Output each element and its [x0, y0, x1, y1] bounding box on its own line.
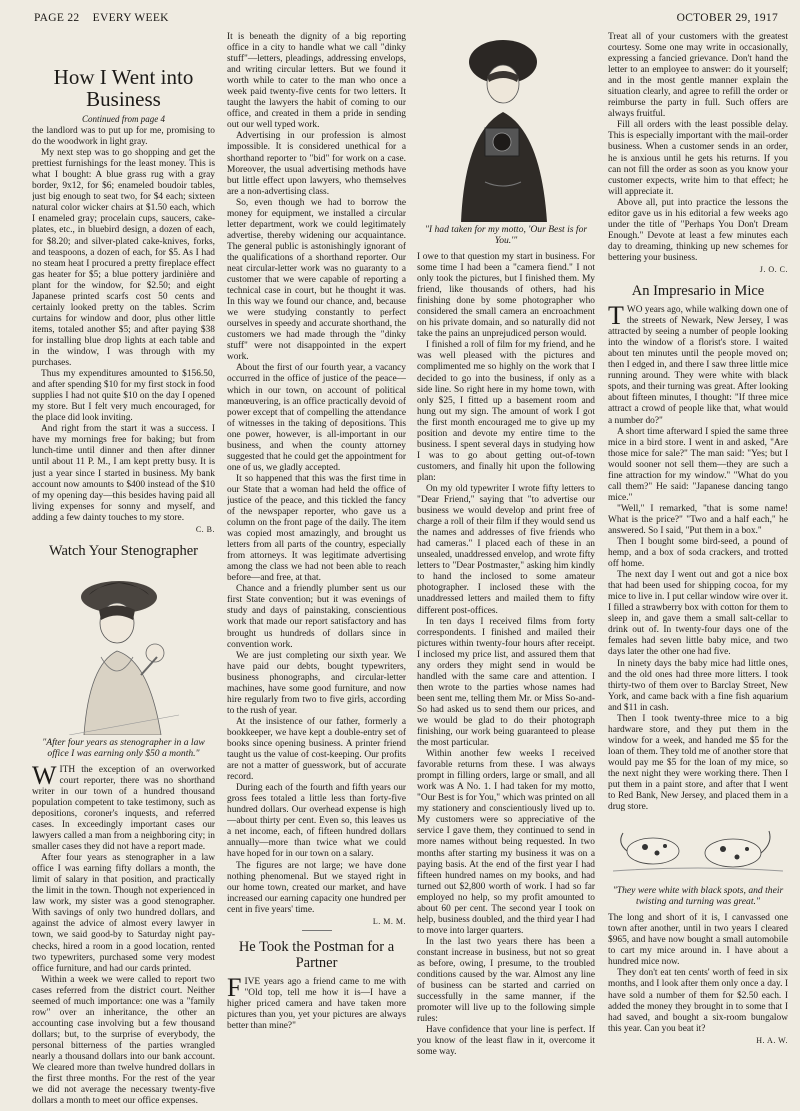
article4-para: A short time afterward I spied the same three mice in a bird store. I went in and asked, "Are those mice for sale?" The man said: "Yes; but I would sooner not sell them—they are such a fine attraction for my window." "What do you call them?" He said: "Japanese dancing tango mice." [608, 426, 788, 503]
article1-para: Thus my expenditures amounted to $156.50, and after spending $10 for my first stock in food supplies I had not quite $10 on the day I opened my store. But I felt very much encouraged, for the place did look inviting. [32, 369, 215, 424]
article4-para: The next day I went out and got a nice box that had been used for shipping cocoa, for my mice to live in. I put cellar window wire over it. I filled a strawberry box with cotton for them to sleep in, and gave them a small salt-cellar to drink out of. In twenty-four days one of the females had seven little baby mice, and two days later the other one had five. [608, 570, 788, 658]
article4-para: Then I took twenty-three mice to a big hardware store, and they put them in the window for a week, and handed me $5 for the loan of them. They told me of another store that would pay me $5 for the loan of my mice, so the next night they were working there. Then I put them in a paint store, and after that I went to Red Bank, New Jersey, and placed them in a drug store. [608, 713, 788, 813]
dropcap-w: W [32, 760, 57, 790]
article2-para: WITH the exception of an overworked court reporter, there was no shorthand writer in our town of a hundred thousand population competent to take testimony, such as depositions, coroner's inquests, and referred cases. In exceedingly important cases our lawyers called a man from a neighboring city; in smaller cases they did not have a report made. [32, 760, 215, 853]
column-3 [417, 32, 595, 1058]
article2-signature: L. M. M. [372, 916, 406, 926]
article2-para: The figures are not large; we have done nothing phenomenal. But we stayed right in our home town, created our market, and have increased our earning capacity one hundred per cent in five years' time. [227, 860, 406, 915]
mice-caption: "They were white with black spots, and their twisting and turning was great." [612, 885, 784, 908]
article4-signature: H. A. W. [756, 1035, 788, 1045]
article4-para: The long and short of it is, I canvassed one town after another, until in two years I cleared $965, and have now bought a small automobile to cart my mice around in. I have about a hundred mice now. [608, 913, 788, 968]
stenographer-caption: "After four years as stenographer in a law office I was earning only $50 a month." [42, 736, 205, 759]
article3-para: In ten days I received films from forty correspondents. I finished and mailed their pictures within twenty-four hours after receipt. I inclosed my price list, and assured them that any orders they might send in would be handled with the same care and attention. I then wrote to the parties whose names had been sent me, telling them Mr. or Miss So-and-So had asked us to send them our prices, and we would be glad to do their photograph finishing, our work being guaranteed to please the most particular. [417, 616, 595, 749]
article3-para: Fill all orders with the least possible delay. This is especially important with the mail-order business. When a customer sends in an order, he is anxious until he gets his returns. If you can not fill the order as soon as you know your customer expects, write him to that effect; he will appreciate it. [608, 120, 788, 197]
article4-para: "Well," I remarked, "that is some name! What is the price?" "Two and a half each," he answered. So I said, "Put them in a box." [608, 503, 788, 536]
page-header [34, 8, 778, 28]
column-4 [608, 32, 788, 1048]
magazine-name: EVERY WEEK [92, 12, 169, 24]
continued-note: Continued from page 4 [82, 114, 165, 124]
article1-signature: C. B. [195, 524, 215, 534]
article-title-mice: An Impresario in Mice [631, 283, 765, 300]
article2-para: It is beneath the dignity of a big reporting office in a city to handle what we call "dinky stuff"—letters, pleadings, addressing envelops, and writing circular letters. But we found it worth while to cater to the man who once a week paid twenty-five cents for two letters. It taught the lawyers the habit of coming to our office, and created in them a pride in sending out our well typed work. [227, 32, 406, 131]
article3-para: I finished a roll of film for my friend, and he was well pleased with the pictures and complimented me so highly on the work that I decided to go into the business, if only as a side line. So right here in my home town, with only $25, I fitted up a basement room and hung out my sign. The amount of work I got the first month encouraged me to give up my position and devote my entire time to the business. I spent several days in studying how I was to go about getting out-of-town customers, and finally hit upon the following plan: [417, 340, 595, 483]
article3-para: Treat all of your customers with the greatest courtesy. Some one may write in occasionally, expressing a fancied grievance. Don't hand the letter to an employee to answer: do it yourself; and in the most gentle manner explain the situation clearly, and agree to refill the order or reimburse the party in full. Such offers are always fruitful. [608, 32, 788, 120]
divider [302, 930, 332, 931]
page-number: PAGE 22 [34, 12, 80, 24]
stenographer-illustration-icon [49, 565, 199, 735]
article4-para: TWO years ago, while walking down one of the streets of Newark, New Jersey, I was attracted by seeing a number of people looking into the window of a florist's store. I waited about ten minutes until the people moved on; then I edged in, and there I saw three little mice running around. They were white with black spots, and their turning was great. After looking about fifteen minutes, I thought: "If three mice attract a crowd of people like that, what would a number do?" [608, 301, 788, 426]
article2-para: It so happened that this was the first time in our State that a woman had held the office of justice of the peace, and this tickled the fancy of the newspaper reporter, who gave us a column on the front page of the daily. The item was copied most amazingly, and brought us letters from all parts of the country, especially from attorneys. It was legitimate advertising among the class we had not been able to reach before—and free, at that. [227, 473, 406, 584]
issue-date: OCTOBER 29, 1917 [676, 12, 778, 24]
article1-para: the landlord was to put up for me, promising to do the woodwork in light gray. [32, 126, 215, 148]
article1-para: My next step was to go shopping and get the prettiest furnishings for the least money. This is what I bought: A blue grass rug with a gray border, 9x12, for $6; enameled boudoir tables, just big enough to seat two, for $4 each; sixteen natural color wicker chairs at $1.50 each, which I enameled gray; procelain cups, saucers, cake-plates, etc., in bluebird design, a dozen of each, for $8.20; and silver-plated cake-knives, forks, and teaspoons, a dozen of each, for $5. As I had no steam heat I procured a pretty fireplace effect gas heater for $5; a blue pottery jardinière and plant for the window, for $2.50; and eight Japanese printed scarfs cost 50 cents and certainly looked pretty on the tables. Scrim curtains for window and door, plus other little items, totaled another $5; and after paying $38 for installing blue drop lights at each table and in the window, I was through with my purchases. [32, 148, 215, 369]
article1-para: And right from the start it was a success. I have my mornings free for baking; but from lunch-time until dinner and then after dinner until about 11 P. M., I am kept pretty busy. It is just a year since I started in business. My bank account now amounts to $400 instead of the $10 of my opening day—this besides having paid all living expenses for sonny and myself, and adding a few dainty touches to my store. [32, 424, 215, 523]
article4-para: They don't eat ten cents' worth of feed in six months, and I look after them only once a day. I have sold a number of them for $2.50 each. I added the money they brought in to some that I had saved, and bought a six-room bungalow this year. Can you beat it? [608, 968, 788, 1034]
column-2 [227, 32, 406, 1032]
article-title-stenographer: Watch Your Stenographer [48, 542, 199, 559]
article3-signature: J. O. C. [759, 264, 788, 274]
article4-para: In ninety days the baby mice had little ones, and the old ones had three more litters. I took thirty-two of them over to Barclay Street, New York, and came back with a fine fish aquarium and $11 in cash. [608, 658, 788, 713]
article-title-how-i-went: How I Went into Business [53, 65, 194, 111]
article2-para: Chance and a friendly plumber sent us our first State convention; but it was evenings of study and days of painstaking, conscientious work that made our report satisfactory and has brought us hundreds of dollars since in convention work. [227, 584, 406, 650]
article2-para: Advertising in our profession is almost impossible. It is considered unethical for a shorthand reporter to "bid" for work on a case. Moreover, the usual advertising methods have but little effect upon lawyers, who themselves are a non-advertising class. [227, 131, 406, 197]
photographer-illustration-icon [441, 32, 571, 222]
photographer-caption: "I had taken for my motto, 'Our Best is for You.'" [424, 224, 588, 246]
article3-para: Have confidence that your line is perfect. If you know of the least flaw in it, overcome it some way. [417, 1025, 595, 1058]
article2-para: After four years as stenographer in a law office I was earning fifty dollars a month, the limit of salary in that position, and practically the limit in the town. Though not experienced in law work, my sister was a good stenographer. With savings of only two hundred dollars, and against the advice of almost every lawyer in town, we said good-by to Saturday night pay-checks, hired a room in a good location, rented two typewriters, purchased some very modest office furniture, and had our cards printed. [32, 853, 215, 974]
article2-para: Within a week we were called to report two cases referred from the district court. Neither seemed of much importance: one was a "family row" over an inheritance, the other an accounting case involving but a few thousand dollars; but, to the surprise of everybody, the personal bitterness of the parties wrangled nearly a thousand dollars into our bank account. We cleared more than twelve hundred dollars in the first three months. For the rest of the year we did not average the necessary twenty-five dollars a month to meet our office expenses. [32, 974, 215, 1107]
article3-para: Above all, put into practice the lessons the editor gave us in his editorial a few weeks ago under the title of "Perhaps You Don't Dream Enough." Devote at least a few minutes each day to dreaming, thinking up new schemes for bettering your business. [608, 197, 788, 263]
article2-para: We are just completing our sixth year. We have paid our debts, bought typewriters, business phonographs, and circular-letter machines, have some good furniture, and now hire regularly from two to five girls, according to the rush of year. [227, 650, 406, 716]
dropcap-t: T [608, 301, 624, 331]
article2-para: So, even though we had to borrow the money for equipment, we installed a circular letter department, work we could legitimately advertise, thereby widening our acquaintance. The general public is astonishingly ignorant of the qualifications of a shorthand reporter. Our neat circular-letter work was no guaranty to a customer that we were capable of reporting a technical case in court, but he thought it was. In this way we found our chance, and, because we were studying constantly to perfect ourselves in speedy and accurate shorthand, the customers we had made through the "dinky stuff" were not disappointed in the expert work. [227, 197, 406, 363]
mice-illustration-icon [613, 813, 783, 883]
article3-para: On my old typewriter I wrote fifty letters to "Dear Friend," saying that "to advertise our business we would develop and print free of charge a roll of their film if they would send us the names and addresses of five friends who had cameras." I placed each of these in an unsealed, unaddressed envelop, and wrote fifty letters to "Dear Postmaster," asking him kindly to hand the inclosed to some amateur photographer. I inclosed these with the unaddressed letters and mailed them to fifty different post-offices. [417, 483, 595, 616]
article4-para: Then I bought some bird-seed, a pound of hemp, and a box of soda crackers, and trotted off home. [608, 537, 788, 570]
article3-para: FIVE years ago a friend came to me with "Old top, tell me how it is—I have a higher priced camera and have taken more pictures than you, yet your pictures are always better than mine?" [227, 972, 406, 1031]
article-title-postman: He Took the Postman for a Partner [238, 938, 395, 971]
article2-para: During each of the fourth and fifth years our gross fees totaled a little less than forty-five hundred dollars. Our overhead expense is high—about thirty per cent. Even so, this leaves us a net income, each, of fifteen hundred dollars annually—more than twice what we could have hoped for in our town on a salary. [227, 783, 406, 860]
article3-para: I owe to that question my start in business. For some time I had been a "camera fiend." I not only took the pictures, but I finished them. My friend, like thousands of others, had his finishing done by some photographer who considered the small camera an encroachment on his private domain, and so naturally did not take the pains an unprejudiced person would. [417, 252, 595, 340]
article3-para: In the last two years there has been a constant increase in business, but not so great as before, owing, I presume, to the troubled conditions caused by the war. Almost any line of business can be started and carried on successfully in the same manner, if the promoter will live up to the following simple rules: [417, 936, 595, 1025]
dropcap-f: F [227, 972, 242, 1002]
column-1 [32, 32, 215, 1107]
article2-para: At the insistence of our father, formerly a bookkeeper, we have kept a double-entry set of books since opening business. A printer friend taught us the value of cost-keeping. Our profits are not a matter of guesswork, but of accurate record. [227, 716, 406, 783]
article2-para: About the first of our fourth year, a vacancy occurred in the office of justice of the peace—which in our town, on account of political manœuvering, is an office practically devoid of power except that of compelling the attendance of witnesses in the taking of depositions. This one power, however, is all-important in our business, and when the county attorney suggested that he could get the appointment for one of us, we gladly accepted. [227, 363, 406, 473]
article3-para: Within another few weeks I received favorable returns from these. I was always prompt in filling orders, large or small, and all work was A No. 1. I had taken for my motto, "Our Best is for You," which was printed on all my stationery and conscientiously lived up to. My customers were so appreciative of the service I gave them, they continued to send in more names without being requested. In two months after starting my business it was on a paying basis. At the end of the first year I had fifteen hundred names on my books, and had turned out $2,800 worth of work. I had so far employed no help, so my profit amounted to about 60 per cent. The second year I took on help, business doubled, and the third year I had to move into larger quarters. [417, 749, 595, 936]
